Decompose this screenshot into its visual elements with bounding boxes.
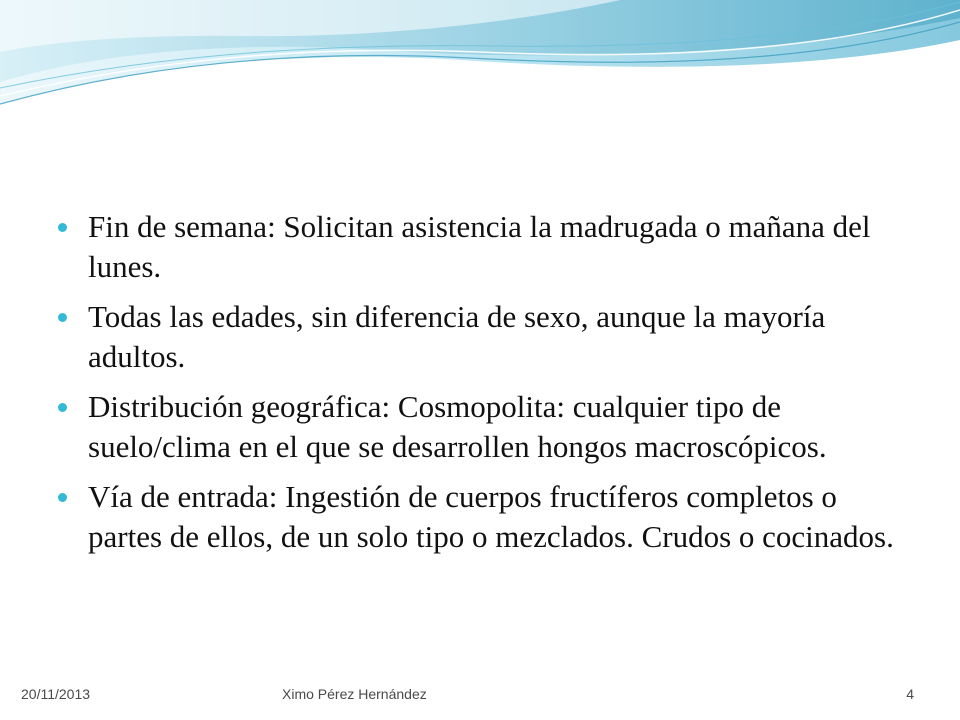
bullet-dot-icon	[58, 313, 67, 322]
bullet-item	[56, 297, 916, 377]
bullet-text: Distribución geográfica: Cosmopolita: cualquier tipo de suelo/clima en el que se desarrollen hongos macroscópicos.	[88, 389, 827, 464]
bullet-text: Todas las edades, sin diferencia de sexo, aunque la mayoría adultos.	[88, 299, 826, 374]
page-number: 4	[906, 686, 914, 702]
slide-footer	[0, 686, 960, 708]
bullet-dot-icon	[58, 493, 67, 502]
footer-author: Ximo Pérez Hernández	[282, 686, 427, 702]
footer-date: 20/11/2013	[21, 686, 91, 702]
bullet-item	[56, 387, 916, 467]
bullet-dot-icon	[58, 223, 67, 232]
bullet-dot-icon	[58, 403, 67, 412]
bullet-text: Vía de entrada: Ingestión de cuerpos fructíferos completos o partes de ellos, de un solo tipo o mezclados. Crudos o cocinados.	[88, 479, 894, 554]
bullet-item	[56, 477, 916, 557]
bullet-text: Fin de semana: Solicitan asistencia la madrugada o mañana del lunes.	[88, 209, 871, 284]
slide-body	[56, 207, 916, 567]
header-wave-decoration	[0, 0, 960, 120]
bullet-list	[56, 207, 916, 557]
bullet-item	[56, 207, 916, 287]
